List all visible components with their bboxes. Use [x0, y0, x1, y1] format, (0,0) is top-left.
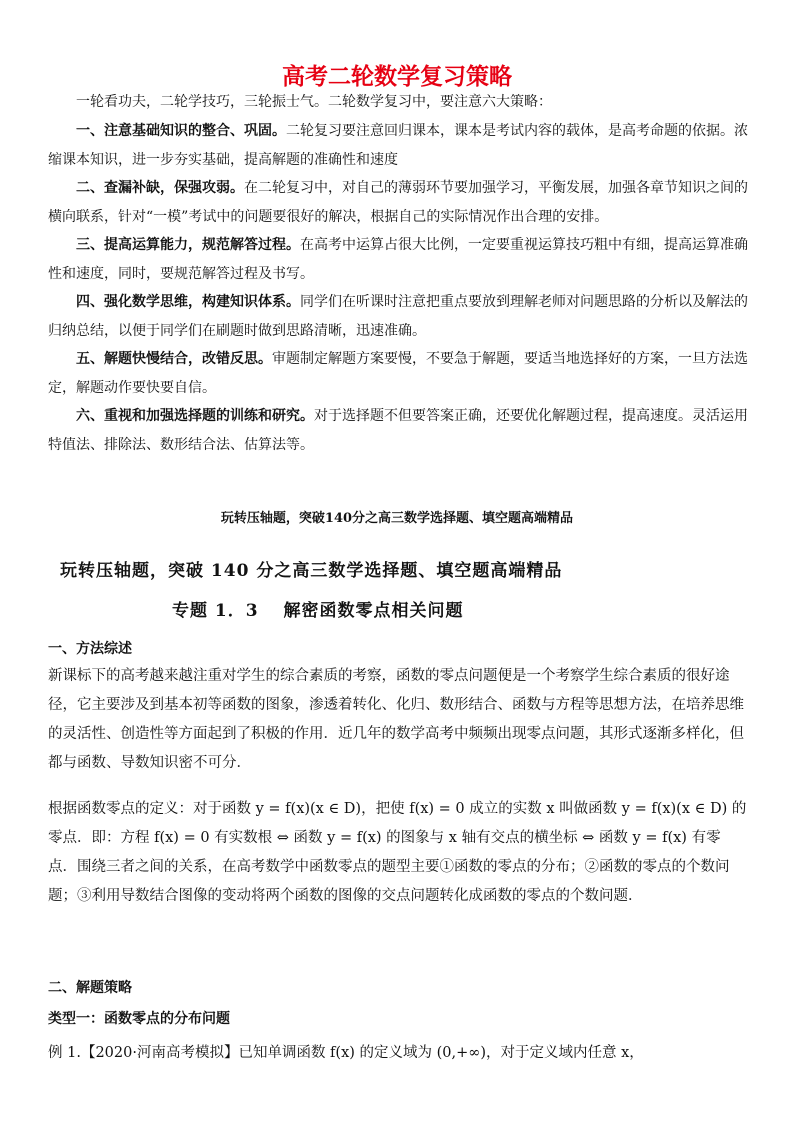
- strategy-3: [48, 231, 748, 289]
- strategy-3-head: 三、提高运算能力，规范解答过程。: [76, 237, 300, 253]
- strategy-6: [48, 402, 748, 460]
- strategy-3-text: 在高考中运算占很大比例，一定要重视运算技巧粗中有细，提高运算准确性和速度，同时，要规范解答过程及书写。: [48, 237, 748, 282]
- type-1-heading: 类型一：函数零点的分布问题: [48, 1011, 230, 1027]
- sub-heading: 专题 1．3 解密函数零点相关问题: [172, 601, 464, 621]
- strategy-5-text: 审题制定解题方案要慢，不要急于解题，要适当地选择好的方案，一旦方法选定，解题动作要快要自信。: [48, 351, 748, 396]
- strategy-2: [48, 174, 748, 232]
- strategy-4: [48, 288, 748, 346]
- section-2-heading: 二、解题策略: [48, 980, 132, 996]
- center-heading: 玩转压轴题，突破140分之高三数学选择题、填空题高端精品: [220, 511, 574, 526]
- strategy-4-text: 同学们在听课时注意把重点要放到理解老师对问题思路的分析以及解法的归纳总结，以便于同学们在刷题时做到思路清晰，迅速准确。: [48, 294, 748, 339]
- example-1: 例 1.【2020·河南高考模拟】已知单调函数 f(x) 的定义域为 (0,+∞)，对于定义域内任意 x，: [48, 1045, 644, 1061]
- big-heading: 玩转压轴题，突破 140 分之高三数学选择题、填空题高端精品: [60, 561, 563, 581]
- section-1-paragraph-1: 新课标下的高考越来越注重对学生的综合素质的考察，函数的零点问题便是一个考察学生综合素质的很好途径，它主要涉及到基本初等函数的图象，渗透着转化、化归、数形结合、函数与方程等思想方法，在培养思维的灵活性、创造性等方面起到了积极的作用．近几年的数学高考中频频出现零点问题，其形式逐渐多样化，但都与函数、导数知识密不可分．: [48, 668, 744, 771]
- strategy-6-head: 六、重视和加强选择题的训练和研究。: [76, 408, 314, 424]
- strategy-4-head: 四、强化数学思维，构建知识体系。: [76, 294, 300, 310]
- strategy-1: [48, 117, 748, 175]
- strategy-5-head: 五、解题快慢结合，改错反思。: [76, 351, 272, 367]
- strategy-1-head: 一、注意基础知识的整合、巩固。: [76, 123, 286, 139]
- section-1-heading: 一、方法综述: [48, 641, 132, 657]
- page-title: 高考二轮数学复习策略: [282, 64, 512, 90]
- strategy-5: [48, 345, 748, 403]
- strategy-6-text: 对于选择题不但要答案正确，还要优化解题过程，提高速度。灵活运用特值法、排除法、数形结合法、估算法等。: [48, 408, 748, 453]
- intro-paragraph: 一轮看功夫，二轮学技巧，三轮振士气。二轮数学复习中，要注意六大策略：: [76, 94, 552, 110]
- strategy-2-text: 在二轮复习中，对自己的薄弱环节要加强学习，平衡发展，加强各章节知识之间的横向联系，针对“一模”考试中的问题要很好的解决，根据自己的实际情况作出合理的安排。: [48, 180, 748, 225]
- strategy-1-text: 二轮复习要注意回归课本，课本是考试内容的载体，是高考命题的依据。浓缩课本知识，进一步夯实基础，提高解题的准确性和速度: [48, 123, 748, 168]
- section-1-paragraph-2: 根据函数零点的定义：对于函数 y = f(x)(x ∈ D)，把使 f(x) = 0 成立的实数 x 叫做函数 y = f(x)(x ∈ D) 的零点．即：方程 f(x) = 0 有实数根 ⇔ 函数 y = f(x) 的图象与 x 轴有交点的横坐标 ⇔ 函数 y = f(x) 有零点．围绕三者之间的关系，在高考数学中函数零点的题型主要①函数的零点的分布；②函数的零点的个数问题；③利用导数结合图像的变动将两个函数的图像的交点问题转化成函数的零点的个数问题．: [48, 801, 747, 904]
- strategy-2-head: 二、查漏补缺，保强攻弱。: [76, 180, 244, 196]
